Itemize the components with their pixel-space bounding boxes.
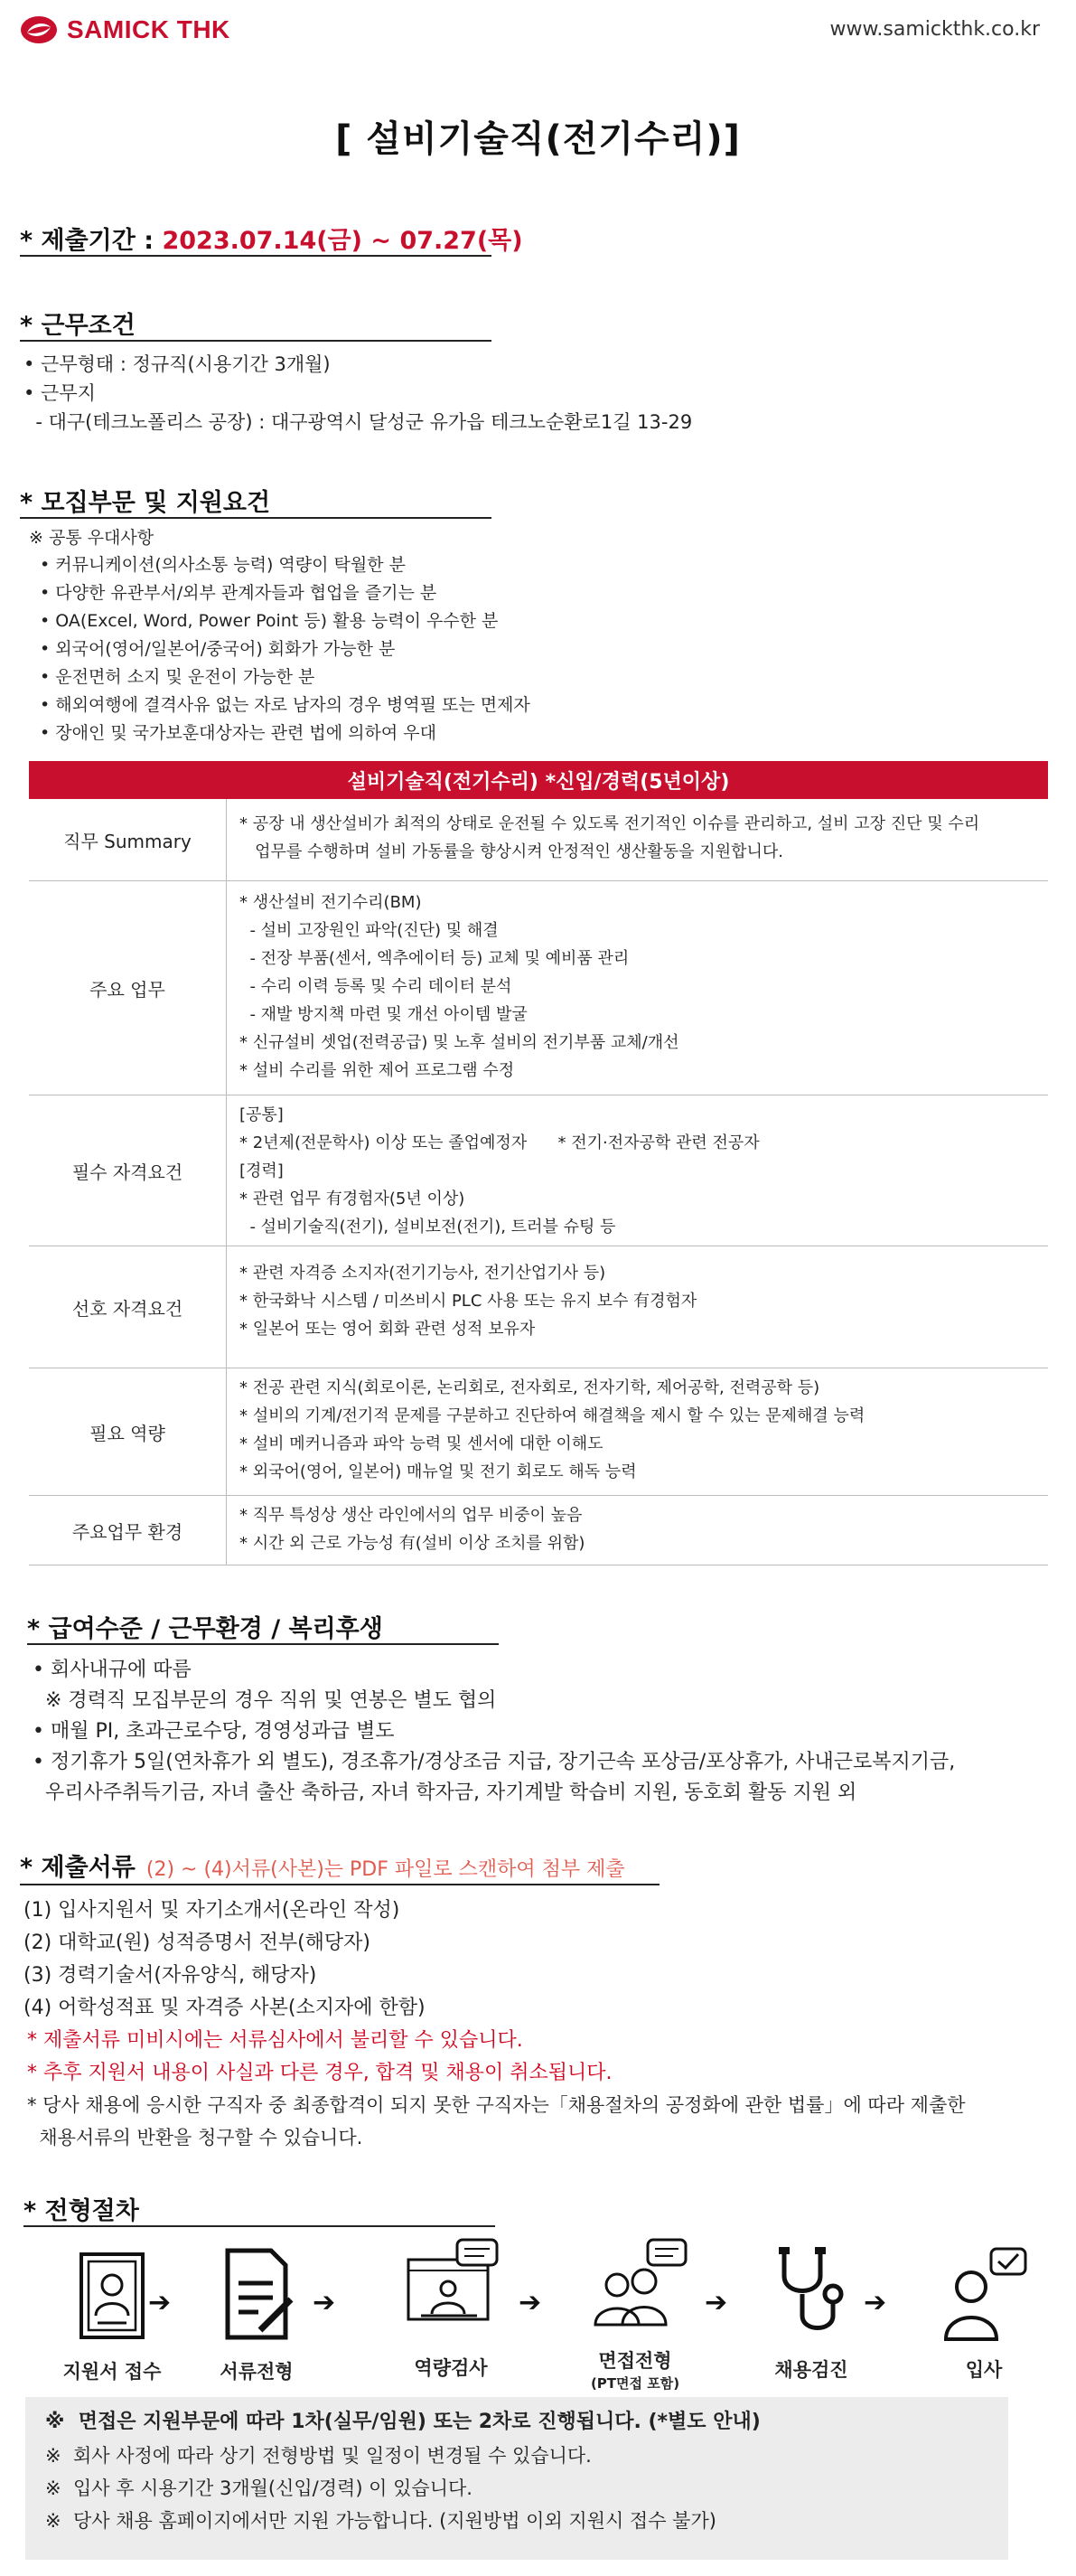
arrow-right-icon: ➔ xyxy=(313,2287,336,2318)
document-review-icon xyxy=(213,2247,300,2345)
row-content xyxy=(227,799,1048,880)
benefit-line: • 매월 PI, 초과근로수당, 경영성과급 별도 xyxy=(33,1720,395,1743)
process-step-hired xyxy=(925,2245,1043,2383)
row-content xyxy=(227,1368,1048,1495)
row-line: * 관련 자격증 소지자(전기기능사, 전기산업기사 등) xyxy=(239,1264,606,1283)
table-row xyxy=(29,1496,1048,1565)
table-row xyxy=(29,1095,1048,1246)
table-row xyxy=(29,1368,1048,1496)
row-line: - 재발 방지책 마련 및 개선 아이템 발굴 xyxy=(239,1005,528,1024)
deadline-label: * 제출기간 : xyxy=(20,227,154,255)
document-warning: * 추후 지원서 내용이 사실과 다른 경우, 합격 및 채용이 취소됩니다. xyxy=(27,2062,613,2084)
row-category: 주요 업무 xyxy=(29,881,227,1095)
table-row xyxy=(29,881,1048,1095)
row-line: * 시간 외 근로 가능성 有(설비 이상 조치를 위함) xyxy=(239,1534,585,1553)
process-step-interview xyxy=(567,2238,703,2393)
step-label: 역량검사 xyxy=(414,2357,488,2379)
row-line: - 설비기술직(전기), 설비보전(전기), 트러블 슈팅 등 xyxy=(239,1217,616,1236)
process-note: ※ 당사 채용 홈페이지에서만 지원 가능합니다. (지원방법 이외 지원시 접수 불가) xyxy=(45,2510,716,2532)
row-content xyxy=(227,881,1048,1095)
deadline-heading xyxy=(20,221,523,256)
process-step-medical xyxy=(748,2245,875,2383)
hired-person-icon xyxy=(939,2245,1029,2345)
row-category: 주요업무 환경 xyxy=(29,1496,227,1565)
process-notes-box xyxy=(25,2397,1008,2560)
benefit-line: • 정기휴가 5일(연차휴가 외 별도), 경조휴가/경상조금 지급, 장기근속 포상금/포상휴가, 사내근로복지기금, xyxy=(33,1751,956,1773)
row-category: 필수 자격요건 xyxy=(29,1095,227,1246)
row-line: * 생산설비 전기수리(BM) xyxy=(239,893,422,912)
row-category: 필요 역량 xyxy=(29,1368,227,1495)
arrow-right-icon: ➔ xyxy=(864,2287,887,2318)
process-underline xyxy=(23,2225,495,2227)
competency-test-icon xyxy=(398,2238,504,2345)
common-item: • 운전면허 소지 및 운전이 가능한 분 xyxy=(40,667,315,687)
company-logo xyxy=(20,14,230,45)
application-form-icon xyxy=(69,2251,155,2345)
row-line: [공통] xyxy=(239,1105,284,1124)
row-line: * 공장 내 생산설비가 최적의 상태로 운전될 수 있도록 전기적인 이슈를 관리하고, 설비 고장 진단 및 수리 xyxy=(239,814,980,833)
deadline-date: 2023.07.14(금) ~ 07.27(목) xyxy=(162,227,523,255)
page-title: [ 설비기술직(전기수리)] xyxy=(335,118,741,160)
condition-location: - 대구(테크노폴리스 공장) : 대구광역시 달성군 유가읍 테크노순환로1길 13-29 xyxy=(23,411,693,433)
table-title: 설비기술직(전기수리) *신입/경력(5년이상) xyxy=(29,761,1048,799)
row-line: * 2년제(전문학사) 이상 또는 졸업예정자 * 전기·전자공학 관련 전공자 xyxy=(239,1133,760,1152)
arrow-right-icon: ➔ xyxy=(519,2287,542,2318)
row-content xyxy=(227,1246,1048,1368)
row-line: * 신규설비 셋업(전력공급) 및 노후 설비의 전기부품 교체/개선 xyxy=(239,1033,679,1052)
row-line: * 설비 수리를 위한 제어 프로그램 수정 xyxy=(239,1061,515,1080)
stethoscope-icon xyxy=(766,2245,856,2345)
interview-icon xyxy=(581,2238,689,2343)
common-item: • 해외여행에 결격사유 없는 자로 남자의 경우 병역필 또는 면제자 xyxy=(40,695,530,715)
step-sublabel: (PT면접 포함) xyxy=(590,2375,680,2392)
row-category: 선호 자격요건 xyxy=(29,1246,227,1368)
arrow-right-icon: ➔ xyxy=(705,2287,728,2318)
row-line: * 관련 업무 有경험자(5년 이상) xyxy=(239,1189,465,1208)
recruit-heading: * 모집부문 및 지원요건 xyxy=(20,489,271,517)
process-note: ※ 회사 사정에 따라 상기 전형방법 및 일정이 변경될 수 있습니다. xyxy=(45,2445,592,2467)
common-item: • 커뮤니케이션(의사소통 능력) 역량이 탁월한 분 xyxy=(40,555,406,575)
brand-name: SAMICK THK xyxy=(67,15,230,43)
table-row xyxy=(29,1246,1048,1368)
documents-underline xyxy=(20,1884,660,1885)
row-line: - 설비 고장원인 파악(진단) 및 해결 xyxy=(239,921,499,940)
samick-logo-icon xyxy=(20,14,58,45)
row-line: * 설비 메커니즘과 파악 능력 및 센서에 대한 이해도 xyxy=(239,1434,603,1453)
row-line: * 전공 관련 지식(회로이론, 논리회로, 전자회로, 전자기학, 제어공학, 전력공학 등) xyxy=(239,1378,820,1397)
document-return-notice: * 당사 채용에 응시한 구직자 중 최종합격이 되지 못한 구직자는「채용절차의 공정화에 관한 법률」에 따라 제출한 xyxy=(27,2094,966,2116)
common-item: • 외국어(영어/일본어/중국어) 회화가 가능한 분 xyxy=(40,639,396,659)
requirements-table xyxy=(29,761,1048,1565)
document-warning: * 제출서류 미비시에는 서류심사에서 불리할 수 있습니다. xyxy=(27,2029,523,2052)
step-label: 면접전형 xyxy=(598,2350,672,2372)
document-item: (4) 어학성적표 및 자격증 사본(소지자에 한함) xyxy=(23,1997,426,2019)
row-line: * 일본어 또는 영어 회화 관련 성적 보유자 xyxy=(239,1320,536,1339)
common-item: • OA(Excel, Word, Power Point 등) 활용 능력이 우수한 분 xyxy=(40,611,499,631)
common-preference-label: ※ 공통 우대사항 xyxy=(29,528,154,548)
conditions-underline xyxy=(20,340,491,342)
benefits-heading: * 급여수준 / 근무환경 / 복리후생 xyxy=(27,1615,383,1643)
document-item: (1) 입사지원서 및 자기소개서(온라인 작성) xyxy=(23,1899,400,1922)
row-content xyxy=(227,1095,1048,1246)
benefit-line: ※ 경력직 모집부문의 경우 직위 및 연봉은 별도 협의 xyxy=(33,1689,497,1712)
arrow-right-icon: ➔ xyxy=(148,2287,172,2318)
document-return-notice: 채용서류의 반환을 청구할 수 있습니다. xyxy=(27,2127,363,2148)
documents-pdf-note: (2) ~ (4)서류(사본)는 PDF 파일로 스캔하여 첨부 제출 xyxy=(145,1858,625,1881)
benefits-underline xyxy=(27,1643,499,1645)
row-category: 직무 Summary xyxy=(29,799,227,880)
step-label: 서류전형 xyxy=(220,2361,294,2383)
recruit-underline xyxy=(20,517,491,519)
condition-type: • 근무형태 : 정규직(시용기간 3개월) xyxy=(23,353,331,375)
step-label: 입사 xyxy=(965,2359,1003,2381)
deadline-underline xyxy=(20,255,491,257)
row-line: 업무를 수행하며 설비 가동률을 향상시켜 안정적인 생산활동을 지원합니다. xyxy=(239,842,783,861)
benefit-line: 우리사주취득기금, 자녀 출산 축하금, 자녀 학자금, 자기계발 학습비 지원, 동호회 활동 지원 외 xyxy=(33,1782,857,1804)
document-item: (3) 경력기술서(자유양식, 해당자) xyxy=(23,1964,317,1987)
benefit-line: • 회사내규에 따름 xyxy=(33,1659,192,1681)
process-note: ※ 면접은 지원부문에 따라 1차(실무/임원) 또는 2차로 진행됩니다. (*별도 안내) xyxy=(45,2411,761,2433)
table-row xyxy=(29,799,1048,881)
process-step-competency xyxy=(383,2238,519,2381)
row-line: - 수리 이력 등록 및 수리 데이터 분석 xyxy=(239,977,512,996)
row-line: * 설비의 기계/전기적 문제를 구분하고 진단하여 해결책을 제시 할 수 있는 문제해결 능력 xyxy=(239,1406,865,1425)
condition-location-label: • 근무지 xyxy=(23,382,96,404)
common-item: • 다양한 유관부서/외부 관계자들과 협업을 즐기는 분 xyxy=(40,583,437,603)
row-line: [경력] xyxy=(239,1161,284,1180)
step-label: 채용검진 xyxy=(774,2359,848,2381)
process-heading: * 전형절차 xyxy=(23,2197,139,2225)
row-line: - 전장 부품(센서, 엑추에이터 등) 교체 및 예비품 관리 xyxy=(239,949,630,968)
row-line: * 한국화낙 시스템 / 미쓰비시 PLC 사용 또는 유지 보수 有경험자 xyxy=(239,1292,697,1311)
row-content xyxy=(227,1496,1048,1565)
documents-heading xyxy=(20,1847,625,1883)
row-line: * 직무 특성상 생산 라인에서의 업무 비중이 높음 xyxy=(239,1506,583,1525)
common-item: • 장애인 및 국가보훈대상자는 관련 법에 의하여 우대 xyxy=(40,723,436,743)
document-item: (2) 대학교(원) 성적증명서 전부(해당자) xyxy=(23,1932,371,1954)
site-url[interactable]: www.samickthk.co.kr xyxy=(829,18,1040,41)
process-note: ※ 입사 후 시용기간 3개월(신입/경력) 이 있습니다. xyxy=(45,2477,473,2499)
row-line: * 외국어(영어, 일본어) 매뉴얼 및 전기 회로도 해독 능력 xyxy=(239,1462,637,1481)
step-label: 지원서 접수 xyxy=(62,2361,162,2383)
process-step-document xyxy=(193,2247,320,2384)
documents-heading-label: * 제출서류 xyxy=(20,1854,136,1882)
conditions-heading: * 근무조건 xyxy=(20,312,136,340)
